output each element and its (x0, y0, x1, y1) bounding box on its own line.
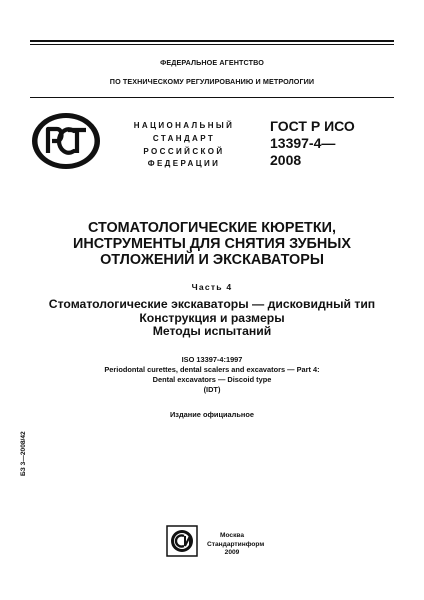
publisher-city: Москва (219, 532, 245, 539)
standartinform-logo (166, 525, 198, 557)
mid-rule (30, 97, 394, 98)
edition-label: Издание официальное (169, 410, 254, 419)
standard-type-line-2: СТАНДАРТ (152, 133, 216, 143)
top-rule-thin (30, 44, 394, 45)
iso-line-1: ISO 13397-4:1997 (181, 355, 243, 364)
document-title (0, 220, 424, 268)
designation-line-2: 13397-4— (270, 135, 336, 151)
iso-line-2: Periodontal curettes, dental scalers and excavators — Part 4: (104, 365, 320, 374)
standard-designation (270, 118, 355, 169)
iso-line-3: Dental excavators — Discoid type (152, 375, 272, 384)
title-line-3: ОТЛОЖЕНИЙ И ЭКСКАВАТОРЫ (100, 252, 324, 268)
iso-line-4: (IDT) (203, 385, 221, 394)
publisher-info (207, 532, 265, 558)
part-number: Часть 4 (191, 282, 233, 292)
subtitle-line-2: Конструкция и размеры (139, 310, 285, 325)
rst-mark-logo (30, 111, 102, 171)
subtitle-line-3: Методы испытаний (152, 324, 272, 338)
agency-line-1: ФЕДЕРАЛЬНОЕ АГЕНТСТВО (160, 58, 264, 67)
standard-type-line-4: ФЕДЕРАЦИИ (147, 159, 221, 169)
standard-type-line-3: РОССИЙСКОЙ (143, 146, 225, 156)
publisher-year: 2009 (224, 549, 240, 557)
side-code: БЗ 3—2008/42 (20, 431, 27, 476)
agency-line-2: ПО ТЕХНИЧЕСКОМУ РЕГУЛИРОВАНИЮ И МЕТРОЛОГИИ (109, 77, 315, 86)
title-line-2: ИНСТРУМЕНТЫ ДЛЯ СНЯТИЯ ЗУБНЫХ (73, 236, 351, 252)
standard-type-line-1: НАЦИОНАЛЬНЫЙ (133, 121, 235, 130)
subtitle-line-1: Стоматологические экскаваторы — дисковидный тип (48, 297, 376, 311)
publisher-name: Стандартинформ (207, 540, 265, 548)
standard-type (118, 120, 250, 171)
iso-reference (0, 355, 424, 395)
designation-line-3: 2008 (270, 152, 302, 168)
designation-line-1: ГОСТ Р ИСО (270, 118, 355, 134)
top-rule-thick (30, 40, 394, 42)
title-line-1: СТОМАТОЛОГИЧЕСКИЕ КЮРЕТКИ, (88, 220, 336, 236)
document-subtitle (0, 298, 424, 339)
